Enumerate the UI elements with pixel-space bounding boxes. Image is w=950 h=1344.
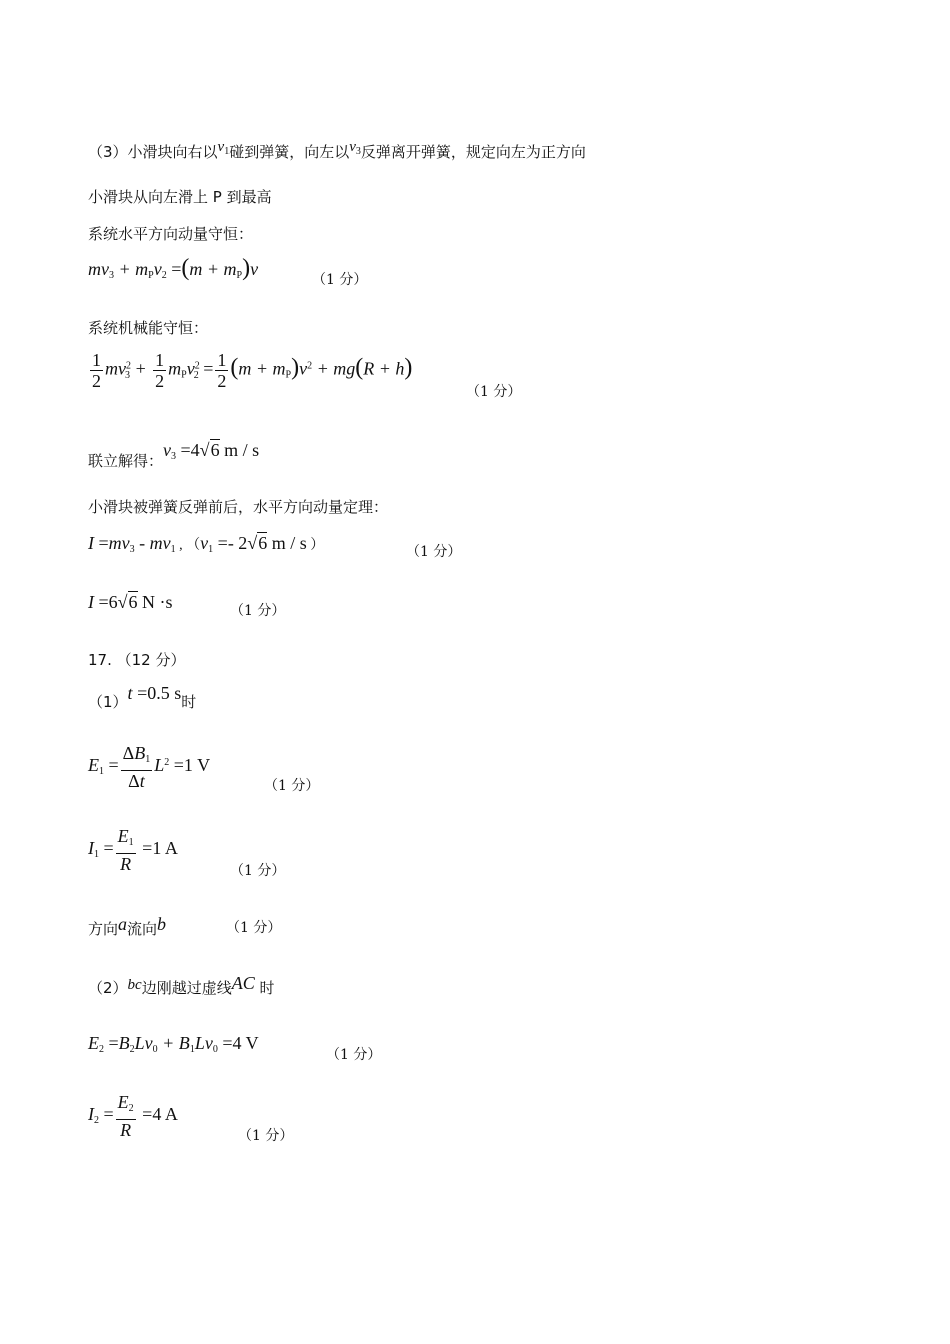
impulse-equation: $I =mv_3 - mv_1$ , （$v_1 =- 2√6$ m / s ） [88, 533, 325, 555]
score-I2: （1 分） [238, 1128, 294, 1144]
line-AC: AC [231, 973, 255, 993]
edge-cross-text: 边刚越过虚线 [141, 979, 232, 997]
E2-value: 4 V [232, 1033, 259, 1053]
I1-equation: $I_1$ = $\frac{E_1}{R}$ =1 A [88, 826, 178, 874]
part3-mid2-text: 反弹离开弹簧，规定向左为正方向 [360, 143, 586, 161]
v3-result-expression: $v_3 =4√6$ m / s [163, 440, 260, 462]
part3-intro-text: （3）小滑块向右以 [88, 143, 218, 161]
edge-bc: bc [127, 977, 142, 993]
part2-line [88, 973, 275, 998]
impulse-root: 6 [128, 592, 138, 612]
question-17-heading: 17. （12 分） [88, 651, 186, 669]
E1-value: 1 V [183, 755, 211, 776]
v1-unit: m / s [271, 533, 307, 553]
score-E2: （1 分） [326, 1047, 382, 1063]
score-E1: （1 分） [264, 778, 320, 794]
impulse-intro-line: 小滑块被弹簧反弹前后，水平方向动量定理： [88, 498, 389, 516]
I2-value: 4 A [152, 1104, 178, 1125]
score-direction: （1 分） [226, 920, 282, 936]
v1-value: - 2 [227, 533, 248, 553]
v1-root: 6 [258, 533, 268, 553]
v3-result-root: 6 [210, 440, 220, 460]
v1-symbol: $v_1$ [217, 139, 230, 157]
score-I1: （1 分） [230, 863, 286, 879]
I1-value: 1 A [152, 838, 178, 859]
time-value: 0.5 [147, 683, 170, 703]
score-momentum: （1 分） [312, 272, 368, 288]
v3-result-coefficient: 4 [190, 440, 200, 460]
current-direction-line [88, 914, 166, 939]
E2-equation: $E_2 =B_2Lv_0 + B_1Lv_0 =4$ V [88, 1033, 259, 1055]
part3-intro-line [88, 137, 586, 162]
part1-label: （1） [88, 693, 128, 711]
E1-equation: $E_1$ = $\frac{\Delta B_1}{\Delta t}$ $L^2 =1$ V [88, 743, 211, 791]
score-impulse-result: （1 分） [230, 603, 286, 619]
point-a: a [118, 914, 128, 934]
v3-symbol: $v_3$ [349, 139, 361, 157]
impulse-unit: N ·s [142, 592, 173, 612]
score-impulse-equation: （1 分） [406, 544, 462, 560]
slide-up-line: 小滑块从向左滑上 P 到最高 [88, 188, 272, 206]
impulse-result: I =6√6 N ·s [88, 592, 173, 612]
point-b: b [157, 914, 167, 934]
direction-label: 方向 [88, 920, 119, 938]
energy-equation: $\frac{1}{2}$ $mv^2_3$ + $\frac{1}{2}$ $m_Pv^2_2$ = $\frac{1}{2}$ $(m + m_P)v^2 + mg(R + h)$ [92, 350, 413, 391]
flow-to-label: 流向 [127, 920, 158, 938]
momentum-equation: $mv_3 + m_Pv_2 =(m + m_P)v$ [88, 255, 259, 281]
energy-conservation-label: 系统机械能守恒： [88, 319, 209, 337]
part1-time-line: （1）t =0.5 s时 [88, 683, 197, 711]
score-energy: （1 分） [466, 384, 522, 400]
impulse-coefficient: 6 [108, 592, 118, 612]
part2-label: （2） [88, 979, 128, 997]
v3-result-unit: m / s [224, 440, 260, 460]
solve-line [88, 440, 259, 471]
I2-equation: $I_2$ = $\frac{E_2}{R}$ =4 A [88, 1092, 178, 1140]
momentum-conservation-label: 系统水平方向动量守恒： [88, 225, 254, 243]
time-unit: s [174, 683, 182, 703]
edge-time-suffix: 时 [259, 979, 275, 997]
time-suffix: 时 [181, 693, 197, 711]
solve-label: 联立解得： [88, 452, 164, 470]
part3-mid1-text: 碰到弹簧，向左以 [229, 143, 350, 161]
